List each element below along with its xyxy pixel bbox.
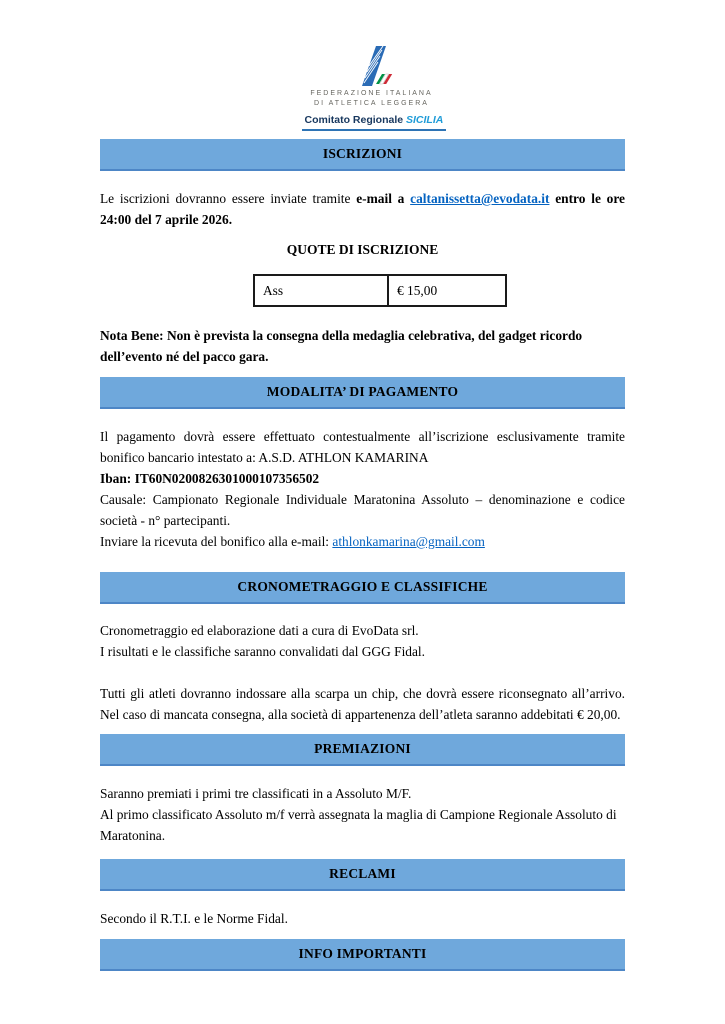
fidal-logo	[302, 0, 442, 131]
cronometraggio-line1: Cronometraggio ed elaborazione dati a cura di EvoData srl.	[100, 623, 419, 638]
iban-line: Iban: IT60N0200826301000107356502	[100, 471, 320, 486]
iscrizioni-bold-deadline: entro le ore 24:00 del 7 aprile 2026.	[100, 191, 625, 227]
causale-line: Causale: Campionato Regionale Individuale Maratonina Assoluto – denominazione e codice società - n° partecipanti.	[100, 492, 625, 528]
iscrizioni-paragraph	[100, 188, 625, 230]
receipt-email-link[interactable]: athlonkamarina@gmail.com	[332, 534, 485, 549]
pagamento-body: Il pagamento dovrà essere effettuato contestualmente all’iscrizione esclusivamente tramite bonifico bancario intestato a: A.S.D. ATHLON KAMARINA	[100, 429, 625, 465]
committee-region: SICILIA	[406, 114, 444, 126]
fidal-logo-mark-icon	[347, 44, 397, 86]
section-header-pagamento: MODALITA’ DI PAGAMENTO	[100, 377, 625, 409]
federation-name-line2: DI ATLETICA LEGGERA	[314, 99, 429, 107]
registration-email-link[interactable]: caltanissetta@evodata.it	[410, 191, 550, 206]
iscrizioni-text: Le iscrizioni dovranno essere inviate tramite	[100, 191, 357, 206]
section-header-reclami: RECLAMI	[100, 859, 625, 891]
document-content	[100, 139, 625, 971]
chip-paragraph: Tutti gli atleti dovranno indossare alla scarpa un chip, che dovrà essere riconsegnato all’arrivo. Nel caso di mancata consegna, alla società di appartenenza dell’atleta saranno addebitati € 20,00.	[100, 686, 625, 722]
iscrizioni-bold-email: e-mail a	[356, 191, 411, 206]
quote-heading: QUOTE DI ISCRIZIONE	[286, 242, 439, 257]
section-header-iscrizioni: ISCRIZIONI	[100, 139, 625, 171]
cronometraggio-lines	[100, 620, 625, 662]
federation-name	[302, 89, 442, 108]
premiazioni-paragraph	[100, 783, 625, 846]
section-header-cronometraggio: CRONOMETRAGGIO E CLASSIFICHE	[100, 572, 625, 604]
premiazioni-line2: Al primo classificato Assoluto m/f verrà assegnata la maglia di Campione Regionale Assoluto di Maratonina.	[100, 807, 617, 843]
fee-table	[253, 274, 507, 307]
premiazioni-line1: Saranno premiati i primi tre classificati in a Assoluto M/F.	[100, 786, 412, 801]
cronometraggio-line2: I risultati e le classifiche saranno convalidati dal GGG Fidal.	[100, 644, 425, 659]
section-header-info-importanti: INFO IMPORTANTI	[100, 939, 625, 971]
federation-name-line1: FEDERAZIONE ITALIANA	[310, 90, 433, 97]
fee-amount-cell: € 15,00	[388, 275, 506, 306]
nota-bene-text: Nota Bene: Non è prevista la consegna della medaglia celebrativa, del gadget ricordo dell’evento né del pacco gara.	[100, 328, 583, 364]
committee-banner	[302, 112, 447, 131]
committee-prefix: Comitato Regionale	[304, 114, 404, 126]
invio-prefix: Inviare la ricevuta del bonifico alla e-mail:	[100, 534, 333, 549]
reclami-paragraph: Secondo il R.T.I. e le Norme Fidal.	[100, 911, 288, 926]
section-header-premiazioni: PREMIAZIONI	[100, 734, 625, 766]
nota-bene-paragraph	[100, 325, 625, 367]
italian-flag-chevron-icon	[376, 74, 392, 84]
pagamento-paragraph	[100, 426, 625, 552]
fee-category-cell: Ass	[254, 275, 388, 306]
fee-table-row	[254, 275, 506, 306]
